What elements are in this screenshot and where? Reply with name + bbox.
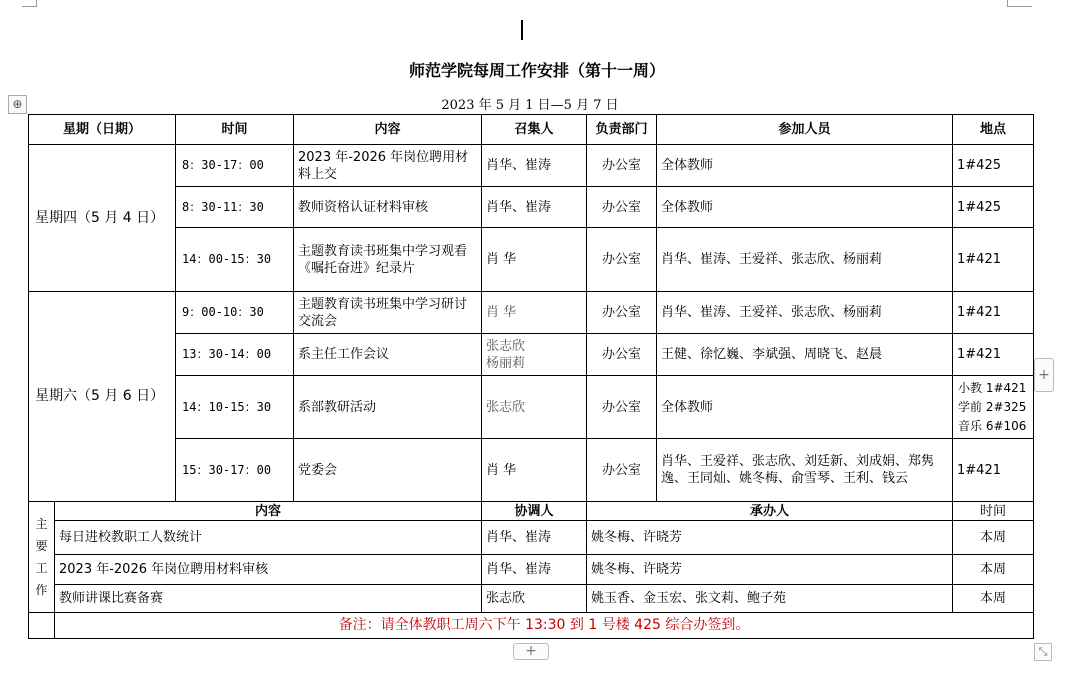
main-work-side-label — [29, 502, 55, 613]
header-time: 时间 — [176, 115, 294, 145]
department-cell: 办公室 — [587, 334, 657, 376]
content-cell: 系主任工作会议 — [294, 334, 482, 376]
convener-cell — [482, 334, 587, 376]
table-row[interactable] — [29, 145, 1034, 187]
table-row[interactable] — [29, 439, 1034, 502]
time-cell: 8：30-11：30 — [176, 187, 294, 228]
table-resize-handle-icon[interactable]: ⤡ — [1034, 643, 1052, 661]
notice-row — [29, 613, 1034, 639]
participants-cell: 全体教师 — [657, 187, 953, 228]
main-work-time: 本周 — [953, 555, 1034, 585]
location-cell: 1#425 — [953, 187, 1034, 228]
side-char: 主 — [35, 517, 48, 531]
department-cell: 办公室 — [587, 187, 657, 228]
date-range: 2023 年 5 月 1 日—5 月 7 日 — [441, 98, 619, 113]
header-row — [29, 115, 1034, 145]
side-char: 作 — [35, 583, 48, 597]
add-row-button[interactable]: + — [513, 643, 549, 660]
schedule-table[interactable] — [28, 114, 1034, 639]
day-label: 星期四（5 月 4 日） — [29, 145, 176, 292]
location-cell: 1#421 — [953, 292, 1034, 334]
convener-cell: 肖 华 — [482, 292, 587, 334]
time-cell: 13：30-14：00 — [176, 334, 294, 376]
main-work-content: 每日进校教职工人数统计 — [55, 521, 482, 555]
header-convener: 召集人 — [482, 115, 587, 145]
content-cell: 系部教研活动 — [294, 376, 482, 439]
convener-cell: 肖 华 — [482, 228, 587, 292]
main-work-header-time: 时间 — [953, 502, 1034, 521]
page-corner-mark-left — [22, 0, 37, 7]
main-work-header-row — [29, 502, 1034, 521]
table-row[interactable] — [29, 521, 1034, 555]
main-work-organizer: 姚冬梅、许晓芳 — [587, 521, 953, 555]
main-work-time: 本周 — [953, 585, 1034, 613]
content-cell: 教师资格认证材料审核 — [294, 187, 482, 228]
location-cell: 1#425 — [953, 145, 1034, 187]
table-row[interactable] — [29, 555, 1034, 585]
add-column-button[interactable]: + — [1034, 358, 1054, 392]
notice-side-cell — [29, 613, 55, 639]
header-department: 负责部门 — [587, 115, 657, 145]
main-work-content: 2023 年-2026 年岗位聘用材料审核 — [55, 555, 482, 585]
location-cell: 1#421 — [953, 439, 1034, 502]
location-line: 音乐 6#106 — [958, 418, 1027, 433]
main-work-coordinator: 肖华、崔涛 — [482, 521, 587, 555]
notice-text: 备注：请全体教职工周六下午 13:30 到 1 号楼 425 综合办签到。 — [55, 613, 1034, 639]
convener-cell: 张志欣 — [482, 376, 587, 439]
convener-cell: 肖华、崔涛 — [482, 187, 587, 228]
header-participants: 参加人员 — [657, 115, 953, 145]
table-row[interactable] — [29, 585, 1034, 613]
header-location: 地点 — [953, 115, 1034, 145]
header-content: 内容 — [294, 115, 482, 145]
convener-line: 张志欣 — [486, 338, 526, 354]
department-cell: 办公室 — [587, 292, 657, 334]
participants-cell: 全体教师 — [657, 145, 953, 187]
main-work-header-coordinator: 协调人 — [482, 502, 587, 521]
main-work-coordinator: 肖华、崔涛 — [482, 555, 587, 585]
convener-cell: 肖 华 — [482, 439, 587, 502]
main-work-header-organizer: 承办人 — [587, 502, 953, 521]
main-work-content: 教师讲课比赛备赛 — [55, 585, 482, 613]
content-cell: 主题教育读书班集中学习研讨交流会 — [294, 292, 482, 334]
convener-line: 杨丽莉 — [486, 355, 526, 371]
time-cell: 14：00-15：30 — [176, 228, 294, 292]
location-cell — [953, 376, 1034, 439]
department-cell: 办公室 — [587, 439, 657, 502]
page-corner-mark-right — [1007, 0, 1032, 7]
location-cell: 1#421 — [953, 228, 1034, 292]
time-cell: 8：30-17：00 — [176, 145, 294, 187]
table-row[interactable] — [29, 334, 1034, 376]
table-move-handle-icon[interactable]: ⊕ — [8, 95, 27, 114]
location-line: 小教 1#421 — [958, 380, 1027, 395]
header-day: 星期（日期） — [29, 115, 176, 145]
content-cell: 主题教育读书班集中学习观看《嘱托奋进》纪录片 — [294, 228, 482, 292]
time-cell: 14：10-15：30 — [176, 376, 294, 439]
participants-cell: 肖华、崔涛、王爱祥、张志欣、杨丽莉 — [657, 228, 953, 292]
main-work-header-content: 内容 — [55, 502, 482, 521]
department-cell: 办公室 — [587, 376, 657, 439]
location-cell: 1#421 — [953, 334, 1034, 376]
table-row[interactable] — [29, 187, 1034, 228]
time-cell: 15：30-17：00 — [176, 439, 294, 502]
content-cell: 党委会 — [294, 439, 482, 502]
main-work-time: 本周 — [953, 521, 1034, 555]
main-work-organizer: 姚冬梅、许晓芳 — [587, 555, 953, 585]
location-line: 学前 2#325 — [958, 399, 1027, 414]
side-char: 要 — [35, 539, 48, 553]
main-work-organizer: 姚玉香、金玉宏、张文莉、鲍子苑 — [587, 585, 953, 613]
day-label: 星期六（5 月 6 日） — [29, 292, 176, 502]
participants-cell: 肖华、王爱祥、张志欣、刘廷新、刘成娟、郑隽逸、王同灿、姚冬梅、俞雪琴、王利、钱云 — [657, 439, 953, 502]
department-cell: 办公室 — [587, 145, 657, 187]
content-cell: 2023 年-2026 年岗位聘用材料上交 — [294, 145, 482, 187]
participants-cell: 全体教师 — [657, 376, 953, 439]
main-work-coordinator: 张志欣 — [482, 585, 587, 613]
table-row[interactable] — [29, 376, 1034, 439]
side-char: 工 — [35, 561, 48, 575]
participants-cell: 王健、徐忆巍、李斌强、周晓飞、赵晨 — [657, 334, 953, 376]
participants-cell: 肖华、崔涛、王爱祥、张志欣、杨丽莉 — [657, 292, 953, 334]
time-cell: 9：00-10：30 — [176, 292, 294, 334]
table-row[interactable] — [29, 292, 1034, 334]
convener-cell: 肖华、崔涛 — [482, 145, 587, 187]
table-row[interactable] — [29, 228, 1034, 292]
document-title: 师范学院每周工作安排（第十一周） — [408, 61, 665, 80]
department-cell: 办公室 — [587, 228, 657, 292]
text-cursor — [521, 20, 523, 40]
